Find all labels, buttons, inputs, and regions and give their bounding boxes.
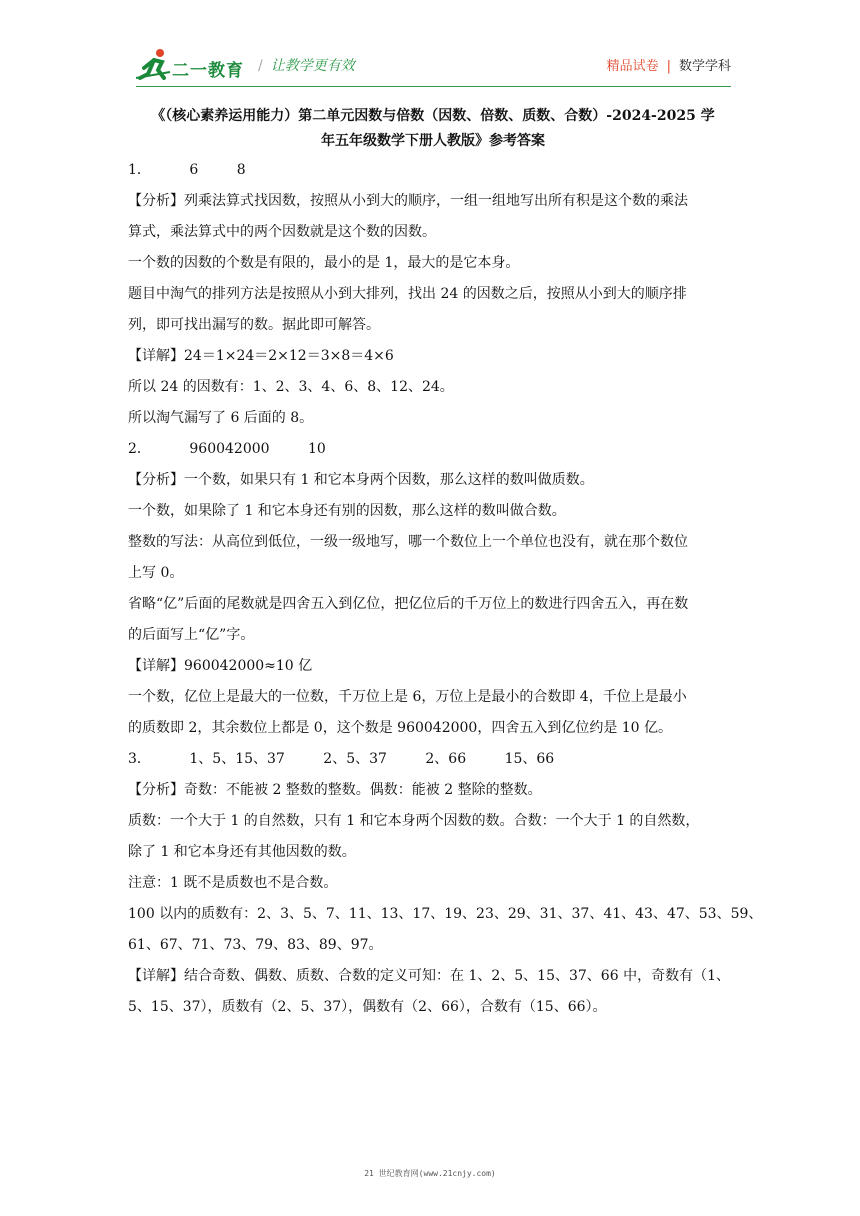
runner-icon: [136, 48, 172, 82]
text-line: 100 以内的质数有：2、3、5、7、11、13、17、19、23、29、31、37、41、43、47、53、59、: [128, 906, 763, 922]
logo: [136, 48, 246, 82]
text-line: 除了 1 和它本身还有其他因数的数。: [128, 844, 356, 860]
question-2-answers: [128, 434, 738, 465]
question-number: 1．: [128, 162, 151, 178]
title-line-2: 年五年级数学下册人教版》参考答案: [321, 133, 545, 149]
text-line: 【分析】列乘法算式找因数，按照从小到大的顺序，一组一组地写出所有积是这个数的乘法: [128, 193, 688, 209]
header-divider: [136, 86, 731, 87]
text-line: 上写 0。: [128, 565, 184, 581]
text-line: 一个数，如果除了 1 和它本身还有别的因数，那么这样的数叫做合数。: [128, 503, 566, 519]
title-line-1: 《（核心素养运用能力）第二单元因数与倍数（因数、倍数、质数、合数）-2024-2025 学: [151, 108, 715, 124]
text-line: 的后面写上“亿”字。: [128, 627, 255, 643]
text-line: 注意：1 既不是质数也不是合数。: [128, 875, 338, 891]
question-3-answers: [128, 744, 738, 775]
badge-label: 精品试卷: [606, 59, 659, 74]
subject-label: 数学学科: [678, 59, 731, 74]
text-line: 【详解】结合奇数、偶数、质数、合数的定义可知：在 1、2、5、15、37、66 中，奇数有（1、: [128, 968, 730, 984]
header-separator: |: [666, 59, 671, 74]
answer-blank: 8: [236, 162, 246, 178]
page-footer: 21 世纪教育网(www.21cnjy.com): [364, 1169, 496, 1178]
question-number: 3．: [128, 751, 151, 767]
text-line: 【详解】24＝1×24＝2×12＝3×8＝4×6: [128, 348, 394, 364]
page-title: [128, 104, 738, 154]
slogan-text: 让教学更有效: [270, 58, 355, 74]
text-line: 所以淘气漏写了 6 后面的 8。: [128, 410, 314, 426]
text-line: 列，即可找出漏写的数。据此即可解答。: [128, 317, 380, 333]
question-1-answers: [128, 155, 738, 186]
slogan: / 让教学更有效: [258, 58, 355, 74]
text-line: 一个数，亿位上是最大的一位数，千万位上是 6，万位上是最小的合数即 4，千位上是最小: [128, 689, 687, 705]
text-line: 所以 24 的因数有：1、2、3、4、6、8、12、24。: [128, 379, 454, 395]
text-line: 整数的写法：从高位到低位，一级一级地写，哪一个数位上一个单位也没有，就在那个数位: [128, 534, 688, 550]
answer-blank: 2、66: [425, 751, 467, 767]
answer-blank: 15、66: [504, 751, 555, 767]
answer-blank: 960042000: [189, 441, 270, 457]
text-line: 题目中淘气的排列方法是按照从小到大排列，找出 24 的因数之后，按照从小到大的顺序排: [128, 286, 687, 302]
answer-blank: 6: [189, 162, 199, 178]
answer-blank: 2、5、37: [323, 751, 387, 767]
question-number: 2．: [128, 441, 151, 457]
page-header: [136, 44, 731, 84]
text-line: 【分析】一个数，如果只有 1 和它本身两个因数，那么这样的数叫做质数。: [128, 472, 594, 488]
text-line: 质数：一个大于 1 的自然数，只有 1 和它本身两个因数的数。合数：一个大于 1 的自然数，: [128, 813, 700, 829]
text-line: 【分析】奇数：不能被 2 整数的整数。偶数：能被 2 整除的整数。: [128, 782, 542, 798]
header-right: [607, 55, 731, 74]
answer-content: [128, 155, 763, 1023]
text-line: 省略“亿”后面的尾数就是四舍五入到亿位，把亿位后的千万位上的数进行四舍五入，再在数: [128, 596, 689, 612]
text-line: 61、67、71、73、79、83、89、97。: [128, 937, 383, 953]
text-line: 一个数的因数的个数是有限的，最小的是 1，最大的是它本身。: [128, 255, 520, 271]
text-line: 的质数即 2，其余数位上都是 0，这个数是 960042000，四舍五入到亿位约是 10 亿。: [128, 720, 673, 736]
answer-blank: 1、5、15、37: [189, 751, 285, 767]
logo-text: 二一教育: [172, 61, 244, 81]
text-line: 5、15、37），质数有（2、5、37），偶数有（2、66），合数有（15、66）。: [128, 999, 607, 1015]
text-line: 算式，乘法算式中的两个因数就是这个数的因数。: [128, 224, 436, 240]
answer-blank: 10: [308, 441, 326, 457]
text-line: 【详解】960042000≈10 亿: [128, 658, 313, 674]
